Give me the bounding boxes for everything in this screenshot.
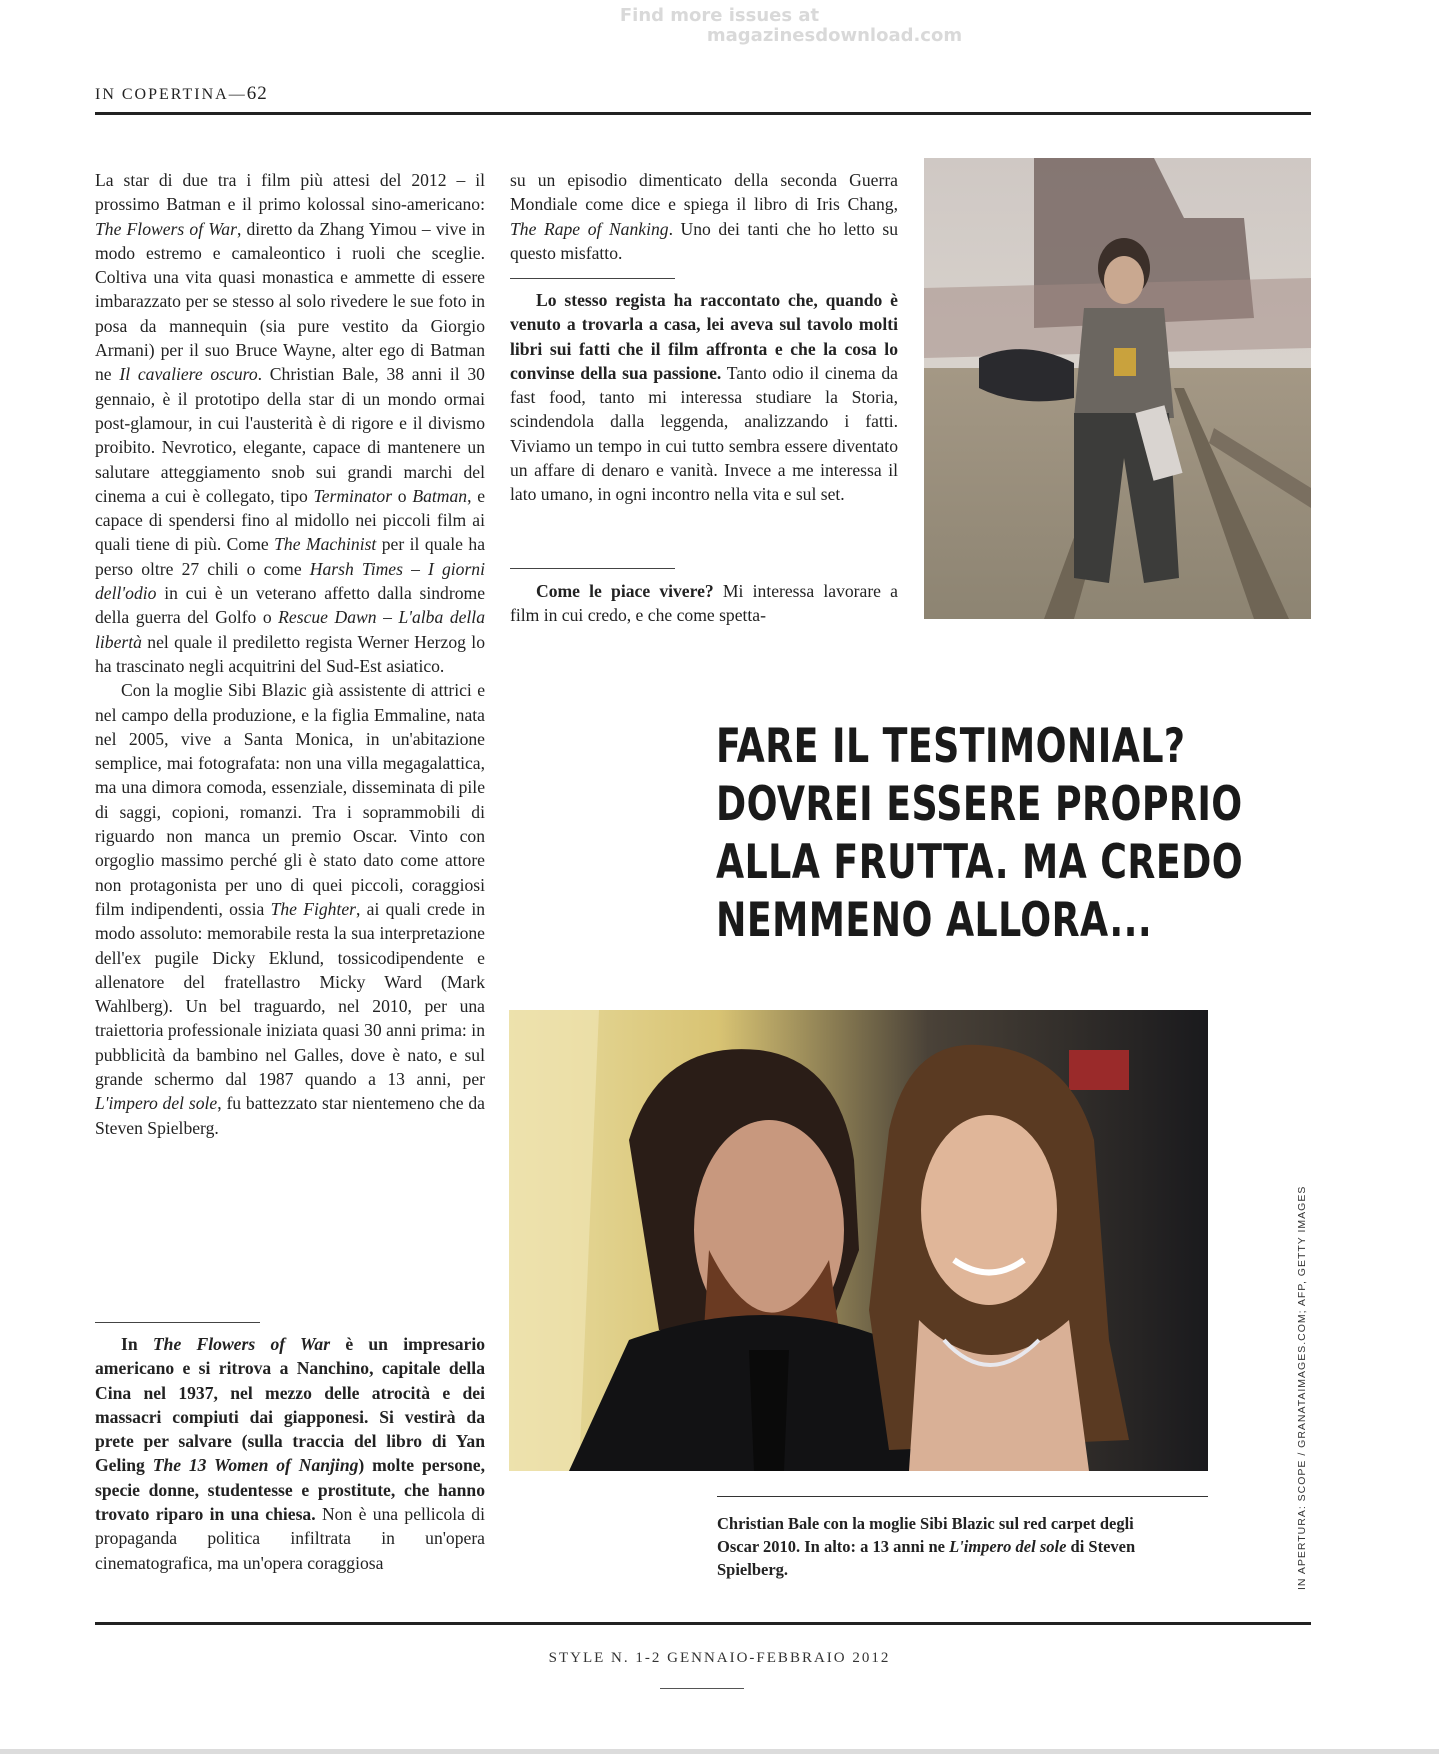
question-director: Lo stesso regista ha raccontato che, quando è venuto a trovarla a casa, lei aveva sul tavolo molti libri sui fatti che il film affronta e che la cosa lo convinse della sua passione. Tanto odio il cinema da fast food, tanto mi interessa studiare la Storia, scindendola dalla leggenda, analizzando i fatti. Viviamo un tempo in cui tutto sembra essere diventato un affare di denaro e vanità. Invece a me interessa il lato umano, in ogni incontro nella vita e sul set. <box>510 290 898 505</box>
caption-rule <box>717 1496 1208 1497</box>
watermark <box>0 6 1439 46</box>
bottom-rule <box>95 1622 1311 1625</box>
photo-red-carpet <box>509 1010 1208 1471</box>
pull-quote-line-1: FARE IL TESTIMONIAL? <box>716 719 1186 774</box>
couple-red-carpet-image <box>509 1010 1208 1471</box>
column-1 <box>95 168 485 1140</box>
question-rule-1 <box>95 1322 260 1323</box>
section-header <box>95 83 268 105</box>
watermark-line-2: magazinesdownload.com <box>706 25 963 46</box>
watermark-line-1: Find more issues at <box>619 5 820 26</box>
column-2-top <box>510 168 898 265</box>
column-2-question-3 <box>510 579 898 628</box>
page-number: 62 <box>246 83 268 104</box>
paragraph-intro: La star di due tra i film più attesi del 2012 – il prossimo Batman e il primo kolossal sino-americano: The Flowers of War, diretto da Zhang Yimou – vive in modo estremo e camaleontico i ruoli che sceglie. Coltiva una vita quasi monastica e ammette di essere imbarazzato per se stesso al solo rivedere le sue foto in posa da mannequin (sia pure vestito da Giorgio Armani) per il suo Bruce Wayne, alter ego di Batman ne Il cavaliere oscuro. Christian Bale, 38 anni il 30 gennaio, è il prototipo della star di un mondo ormai post-glamour, in cui l'austerità è di rigore e il divismo proibito. Nevrotico, elegante, capace di mantenere un salutare atteggiamento snob sui grandi marchi del cinema a cui è collegato, tipo Terminator o Batman, e capace di spendersi fino al midollo nei piccoli film ai quali tiene di più. Come The Machinist per il quale ha perso oltre 27 chili o come Harsh Times – I giorni dell'odio in cui è un veterano affetto dalla sindrome della guerra del Golfo o Rescue Dawn – L'alba della libertà nel quale il prediletto regista Werner Herzog lo ha trascinato negli acquitrini del Sud-Est asiatico. <box>95 170 486 676</box>
footer-issue: STYLE N. 1-2 GENNAIO-FEBBRAIO 2012 <box>548 1650 891 1666</box>
question-how-to-live: Come le piace vivere? Mi interessa lavorare a film in cui credo, e che come spetta- <box>510 581 898 626</box>
question-rule-3 <box>510 568 675 569</box>
paragraph-family: Con la moglie Sibi Blazic già assistente di attrici e nel campo della produzione, e la figlia Emmaline, nata nel 2005, vive a Santa Monica, in un'abitazione semplice, mai fotografata: non una villa megagalattica, ma una dimora comoda, essenziale, disseminata di pile di saggi, copioni, romanzi. Tra i soprammobili di riguardo non manca un premio Oscar. Vinto con orgoglio massimo perché gli è stato dato come attore non protagonista per uno di quei piccoli, coraggiosi film indipendenti, ossia The Fighter, ai quali crede in modo assoluto: memorabile resta la sua interpretazione dell'ex pugile Dicky Eklund, tossicodipendente e allenatore del fratellastro Micky Ward (Mark Wahlberg). Un bel traguardo, nel 2010, per una traiettoria professionale iniziata quasi 30 anni prima: in pubblicità da bambino nel Galles, dove è nato, e sul grande schermo dal 1987 quando a 13 anni, per L'impero del sole, fu battezzato star nientemeno che da Steven Spielberg. <box>95 680 486 1138</box>
photo-empire-of-the-sun <box>924 158 1311 619</box>
top-rule <box>95 112 1311 115</box>
pull-quote-line-2: DOVREI ESSERE PROPRIO <box>716 777 1243 832</box>
photo-caption: Christian Bale con la moglie Sibi Blazic sul red carpet degli Oscar 2010. In alto: a 13 anni ne L'impero del sole di Steven Spielberg. <box>717 1514 1136 1579</box>
boy-on-tracks-image <box>924 158 1311 619</box>
pull-quote-line-3: ALLA FRUTTA. MA CREDO <box>716 835 1244 890</box>
question-flowers-of-war: In The Flowers of War è un impresario americano e si ritrova a Nanchino, capitale della Cina nel 1937, nel mezzo delle atrocità e dei massacri compiuti dai giapponesi. Si vestirà da prete per salvare (sulla traccia del libro di Yan Geling The 13 Women of Nanjing) molte persone, specie donne, studentesse e prostitute, che hanno trovato riparo in una chiesa. Non è una pellicola di propaganda politica infiltrata in un'opera cinematografica, ma un'opera coraggiosa <box>95 1334 486 1573</box>
column-2-question-2 <box>510 288 898 507</box>
column-1-question <box>95 1332 485 1575</box>
page-edge <box>0 1749 1439 1754</box>
pull-quote-line-4: NEMMENO ALLORA... <box>716 893 1153 948</box>
pull-quote <box>716 718 1249 950</box>
footer-underline <box>660 1688 744 1689</box>
section-name: IN COPERTINA— <box>95 86 247 103</box>
question-rule-2 <box>510 278 675 279</box>
answer-continuation: su un episodio dimenticato della seconda Guerra Mondiale come dice e spiega il libro di Iris Chang, The Rape of Nanking. Uno dei tanti che ho letto su questo misfatto. <box>510 170 898 263</box>
photo-credit: IN APERTURA: SCOPE / GRANATAIMAGES.COM; AFP, GETTY IMAGES <box>1296 1185 1308 1590</box>
